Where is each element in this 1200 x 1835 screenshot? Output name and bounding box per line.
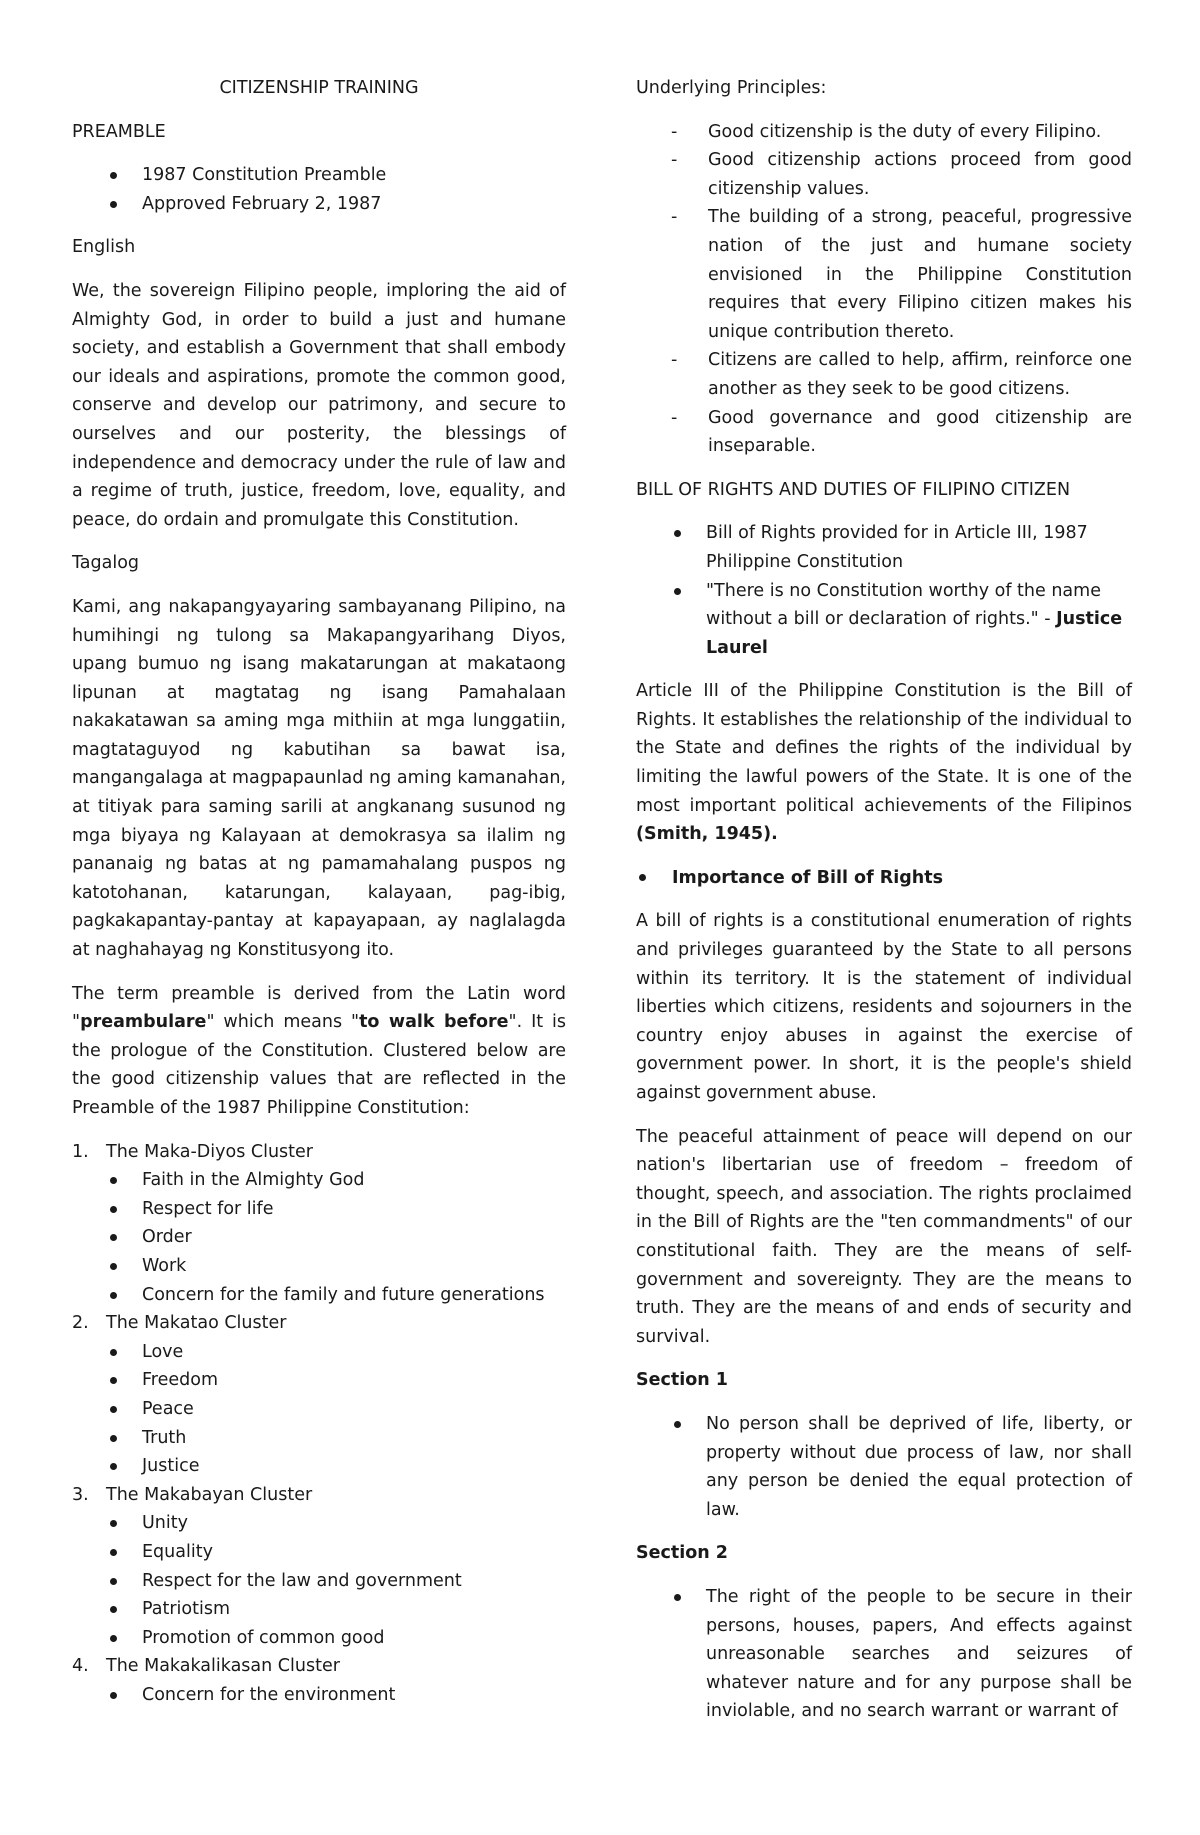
term-text: The term preamble is derived from the Latin word ": [72, 983, 566, 1033]
preamble-bullets: [72, 161, 566, 218]
list-item: Unity: [72, 1509, 566, 1538]
list-item: Justice: [72, 1452, 566, 1481]
section1-heading: [636, 1366, 1132, 1395]
cluster-number: 2.: [72, 1313, 89, 1334]
list-item: Promotion of common good: [72, 1624, 566, 1653]
list-item: Truth: [72, 1424, 566, 1453]
tagalog-preamble-text: Kami, ang nakapangyayaring sambayanang Pilipino, na humihingi ng tulong sa Makapangyarihang Diyos, upang bumuo ng isang makatarungan at makataong lipunan at magtatag ng isang Pamahalaan nakakatawan sa aming mga mithiin at mga lunggatiin, magtataguyod ng kabutihan sa bawat isa, mangangalaga at magpapaunlad ng aming kamanahan, at titiyak para saming sarili at angkanang susunod ng mga biyaya ng Kalayaan at demokrasya sa ilalim ng pananaig ng batas at ng pamamahalang puspos ng katotohanan, katarungan, kalayaan, pag-ibig, pagkakapantay-pantay at kapayapaan, ay naglalagda at naghahayag ng Konstitusyong ito.: [72, 596, 566, 961]
list-item: - The building of a strong, peaceful, progressive nation of the just and humane society envisioned in the Philippine Constitution requires that every Filipino citizen makes his unique contribution thereto.: [636, 203, 1132, 346]
section-title: Section 1: [636, 1370, 728, 1391]
english-preamble-text: We, the sovereign Filipino people, imploring the aid of Almighty God, in order to build a just and humane society, and establish a Government that shall embody our ideals and aspirations, promote the common good, conserve and develop our patrimony, and secure to ourselves and our posterity, the blessings of independence and democracy under the rule of law and a regime of truth, justice, freedom, love, equality, and peace, do ordain and promulgate this Constitution.: [72, 280, 566, 530]
list-item: - Good citizenship is the duty of every Filipino.: [636, 118, 1132, 147]
list-item: 1987 Constitution Preamble: [72, 161, 566, 190]
importance-heading: Importance of Bill of Rights: [636, 864, 1132, 893]
list-item: - Citizens are called to help, affirm, reinforce one another as they seek to be good citizens.: [636, 346, 1132, 403]
list-item: Concern for the environment: [72, 1681, 566, 1710]
article-text: Article III of the Philippine Constitution is the Bill of Rights. It establishes the relationship of the individual to the State and defines the rights of the individual by limiting the lawful powers of the State. It is one of the most important political achievements of the Filipinos: [636, 681, 1132, 816]
right-column: [636, 74, 1132, 1741]
list-item: Order: [72, 1223, 566, 1252]
list-item: Respect for the law and government: [72, 1567, 566, 1596]
section1-list: [636, 1410, 1132, 1524]
list-item: Faith in the Almighty God: [72, 1166, 566, 1195]
list-item: Work: [72, 1252, 566, 1281]
list-item: No person shall be deprived of life, liberty, or property without due process of law, nor shall any person be denied the equal protection of law.: [636, 1410, 1132, 1524]
list-item: The right of the people to be secure in their persons, houses, papers, And effects against unreasonable searches and seizures of whatever nature and for any purpose shall be inviolable, and no search warrant or warrant of: [636, 1583, 1132, 1726]
term-text: " which means ": [206, 1012, 360, 1033]
list-item: Respect for life: [72, 1195, 566, 1224]
list-item: Approved February 2, 1987: [72, 190, 566, 219]
cluster-values: [72, 1681, 566, 1710]
cluster-values: [72, 1166, 566, 1309]
quote-author: Justice Laurel: [706, 609, 1123, 658]
principles-list: [636, 118, 1132, 461]
section2-list: [636, 1583, 1132, 1726]
bill-heading: BILL OF RIGHTS AND DUTIES OF FILIPINO CITIZEN: [636, 479, 1071, 500]
bill-bullets: [636, 519, 1132, 662]
list-item: Love: [72, 1338, 566, 1367]
term-bold-latin: preambulare: [80, 1012, 207, 1033]
cluster-name: The Maka-Diyos Cluster: [106, 1141, 313, 1162]
principles-heading: Underlying Principles:: [636, 78, 827, 98]
english-heading: English: [72, 237, 136, 258]
peace-paragraph: The peaceful attainment of peace will depend on our nation's libertarian use of freedom – freedom of thought, speech, and association. The rights proclaimed in the Bill of Rights are the "ten commandments" of our constitutional faith. They are the means of self-government and sovereignty. They are the means to truth. They are the means of and ends of security and survival.: [636, 1126, 1132, 1347]
cluster-name: The Makatao Cluster: [106, 1313, 287, 1334]
left-column: [72, 74, 566, 1709]
cluster-values: [72, 1338, 566, 1481]
list-item: - Good citizenship actions proceed from good citizenship values.: [636, 146, 1132, 203]
term-bold-meaning: to walk before: [359, 1012, 509, 1033]
term-text: ". It is the prologue of the Constitution. Clustered below are the good citizenship values that are reflected in the Preamble of the 1987 Philippine Constitution:: [72, 1012, 567, 1118]
cluster-name: The Makabayan Cluster: [106, 1484, 313, 1505]
tagalog-heading: Tagalog: [72, 553, 140, 574]
list-item: [636, 577, 1132, 663]
list-item: Equality: [72, 1538, 566, 1567]
list-item: Patriotism: [72, 1595, 566, 1624]
importance-paragraph: A bill of rights is a constitutional enumeration of rights and privileges guaranteed by the State to all persons within its territory. It is the statement of individual liberties which citizens, residents and sojourners in the country enjoy abuses in against the exercise of government power. In short, it is the people's shield against government abuse.: [636, 911, 1132, 1103]
cluster-number: 4.: [72, 1656, 89, 1677]
cluster-values: [72, 1509, 566, 1652]
list-item: - Good governance and good citizenship are inseparable.: [636, 404, 1132, 461]
cluster-list: [72, 1138, 566, 1710]
list-item: Bill of Rights provided for in Article III, 1987 Philippine Constitution: [636, 519, 1132, 576]
cluster-number: 3.: [72, 1484, 89, 1505]
article-paragraph: [636, 677, 1132, 849]
article-citation: (Smith, 1945).: [636, 824, 778, 845]
cluster-makabayan: [72, 1481, 566, 1653]
section-title: Section 2: [636, 1543, 728, 1564]
term-paragraph: [72, 980, 566, 1123]
list-item: Freedom: [72, 1366, 566, 1395]
quote-text: "There is no Constitution worthy of the name without a bill or declaration of rights." -: [706, 580, 1101, 630]
cluster-maka-diyos: [72, 1138, 566, 1310]
cluster-name: The Makakalikasan Cluster: [106, 1656, 340, 1677]
cluster-makakalikasan: [72, 1652, 566, 1709]
list-item: Peace: [72, 1395, 566, 1424]
cluster-number: 1.: [72, 1141, 89, 1162]
preamble-heading: PREAMBLE: [72, 121, 166, 142]
document-title: CITIZENSHIP TRAINING: [219, 78, 419, 98]
list-item: Concern for the family and future generations: [72, 1281, 566, 1310]
cluster-makatao: [72, 1309, 566, 1481]
section2-heading: [636, 1539, 1132, 1568]
